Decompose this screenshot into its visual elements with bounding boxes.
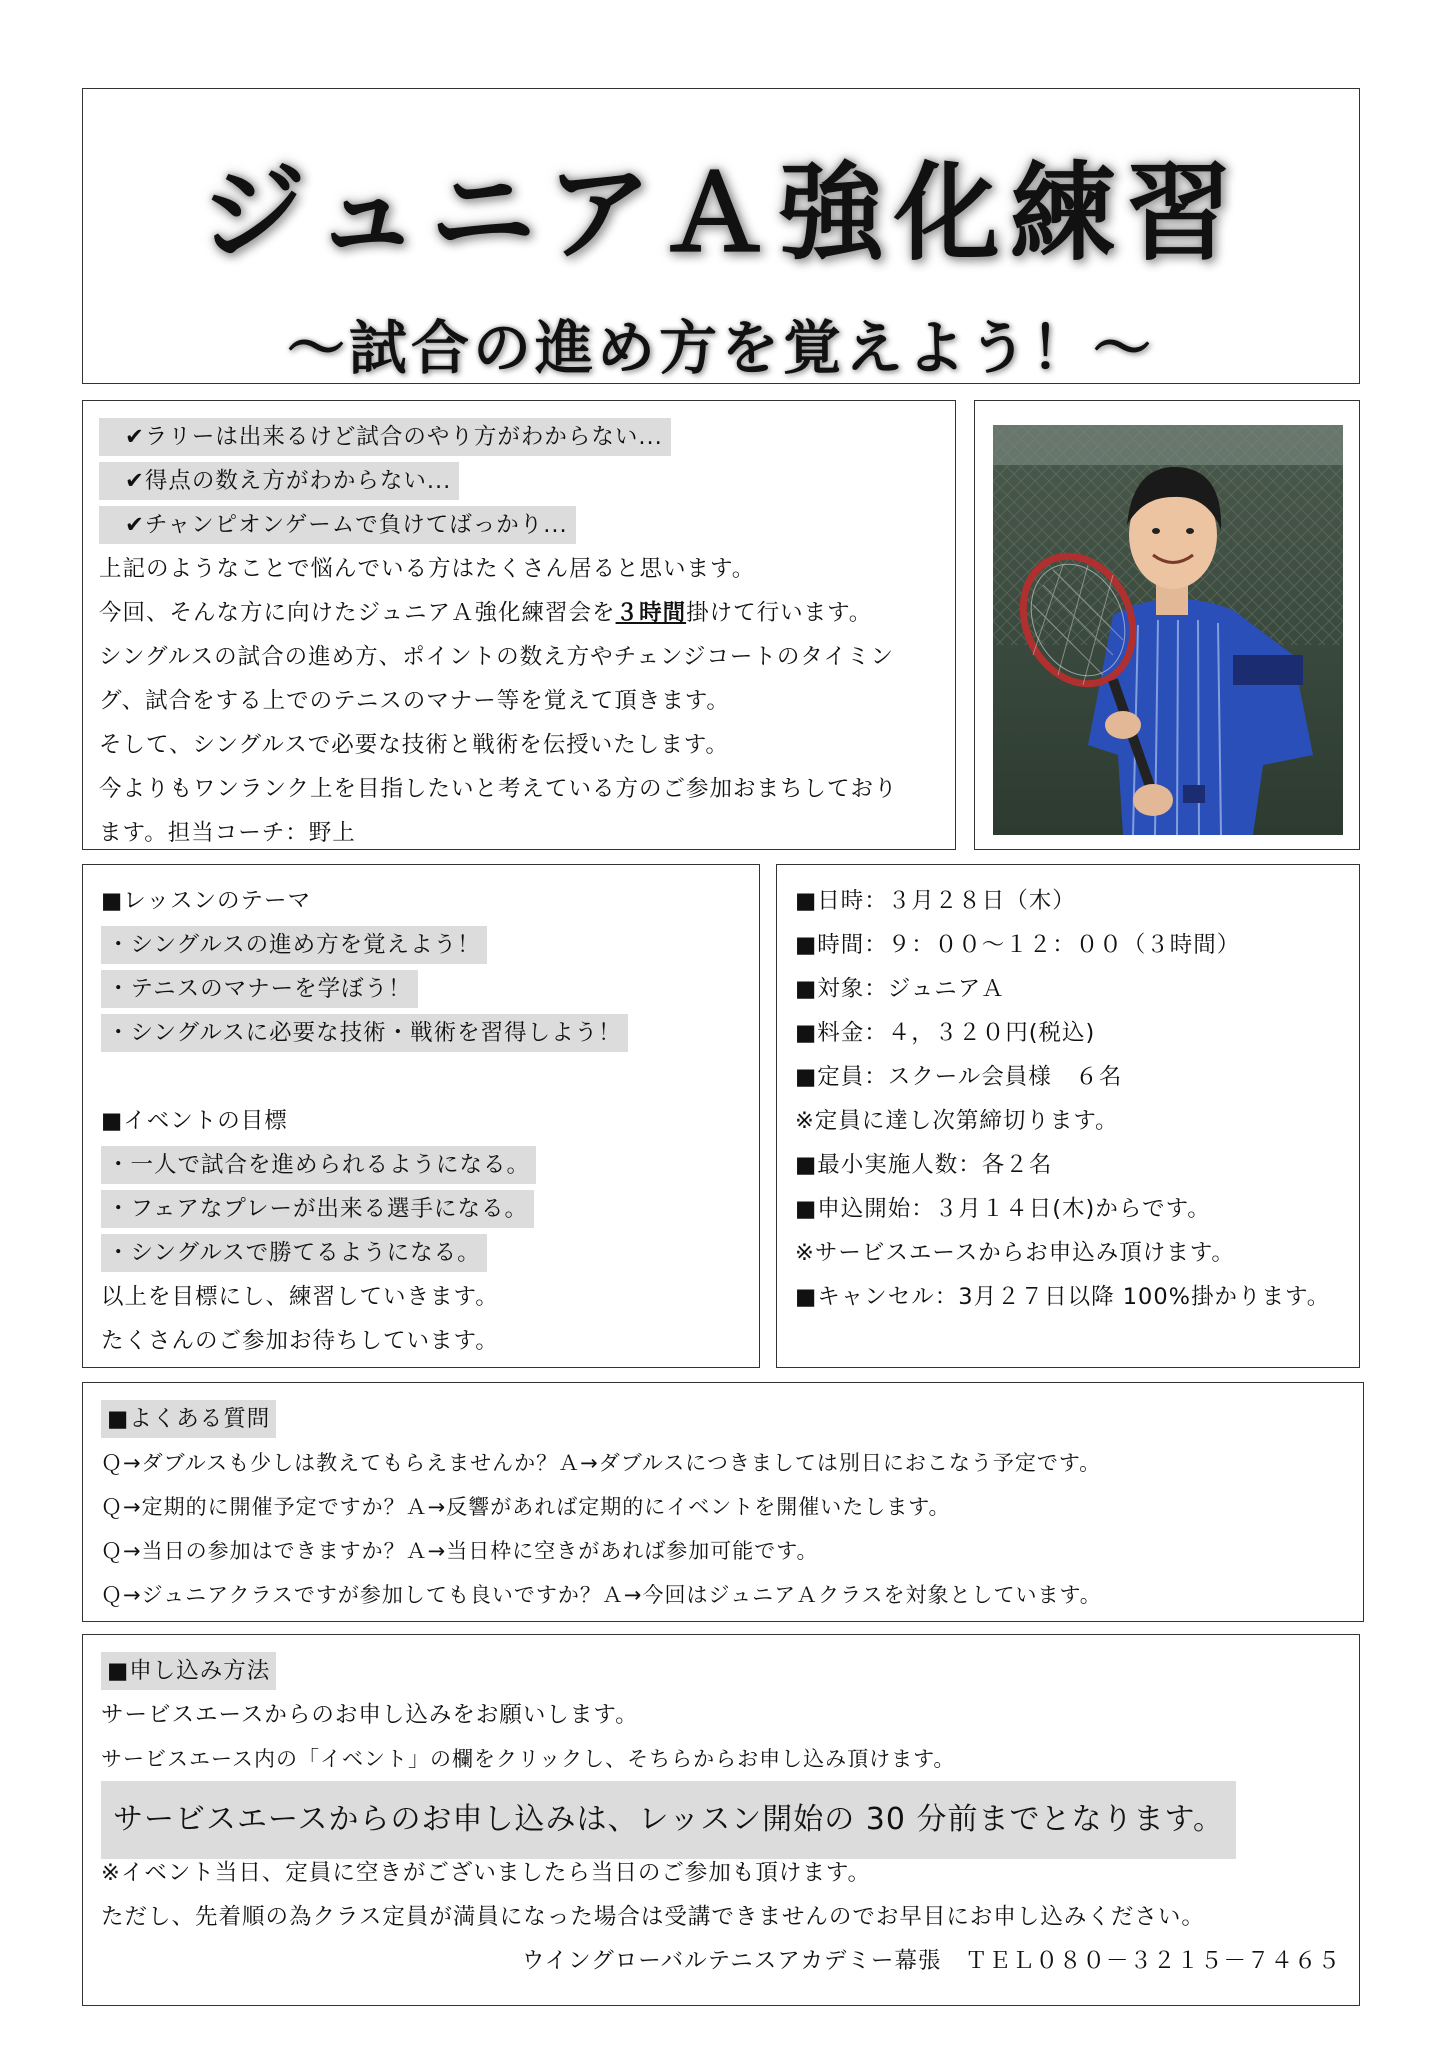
apply-deadline: サービスエースからのお申し込みは、レッスン開始の 30 分前までとなります。 [101, 1781, 1341, 1851]
intro-text: 上記のようなことで悩んでいる方はたくさん居ると思います。 [99, 556, 756, 582]
check-item: ✔得点の数え方がわからない... [99, 459, 939, 503]
duration-emphasis: ３時間 [615, 600, 687, 626]
page-subtitle: ～試合の進め方を覚えよう！～ [286, 314, 1155, 382]
contact-footer: ウイングローバルテニスアカデミー幕張 ＴＥＬ０８０－３２１５－７４６５ [521, 1948, 1341, 1974]
intro-text: 今よりもワンランク上を目指したいと考えている方のご参加おまちしており [99, 776, 898, 802]
section-heading: ■申し込み方法 [101, 1649, 1341, 1693]
theme-item: ・シングルスの進め方を覚えよう！ [101, 923, 741, 967]
section-heading: ■よくある質問 [101, 1397, 1345, 1441]
closing-text: 以上を目標にし、練習していきます。 [101, 1284, 499, 1310]
intro-text: そして、シングルスで必要な技術と戦術を伝授いたします。 [99, 732, 729, 758]
faq-item: Ｑ→当日の参加はできますか？Ａ→当日枠に空きがあれば参加可能です。 [101, 1539, 819, 1563]
goal-item: ・フェアなプレーが出来る選手になる。 [101, 1187, 741, 1231]
info-capacity: ■定員：スクール会員様 ６名 [795, 1064, 1123, 1090]
closing-text: たくさんのご参加お待ちしています。 [101, 1328, 499, 1354]
theme-item: ・シングルスに必要な技術・戦術を習得しよう！ [101, 1011, 741, 1055]
faq-item: Ｑ→ダブルスも少しは教えてもらえませんか？Ａ→ダブルスにつきましては別日におこなう予定です。 [101, 1451, 1102, 1475]
intro-text: グ、試合をする上でのテニスのマナー等を覚えて頂きます。 [99, 688, 730, 714]
check-item: ✔チャンピオンゲームで負けてばっかり... [99, 503, 939, 547]
faq-section [82, 1382, 1364, 1622]
goal-item: ・シングルスで勝てるようになる。 [101, 1231, 741, 1275]
page-title: ジュニアＡ強化練習 [200, 152, 1242, 275]
info-date: ■日時：３月２８日（木） [795, 888, 1076, 914]
event-info-section [776, 864, 1360, 1368]
application-section [82, 1634, 1360, 2006]
info-minimum: ■最小実施人数：各２名 [795, 1152, 1053, 1178]
apply-text: サービスエース内の「イベント」の欄をクリックし、そちらからお申し込み頂けます。 [101, 1747, 956, 1771]
info-fee: ■料金：４，３２０円(税込) [795, 1020, 1096, 1046]
info-time: ■時間：９：００～１２：００（３時間） [795, 932, 1241, 958]
coach-illustration [993, 425, 1343, 835]
check-item: ✔ラリーは出来るけど試合のやり方がわからない... [99, 415, 939, 459]
info-note: ※定員に達し次第締切ります。 [795, 1108, 1119, 1134]
spacer [101, 1055, 741, 1099]
title-box [82, 88, 1360, 384]
goal-item: ・一人で試合を進められるようになる。 [101, 1143, 741, 1187]
coach-photo-box [974, 400, 1360, 850]
section-heading: ■イベントの目標 [101, 1108, 288, 1134]
apply-text: サービスエースからのお申し込みをお願いします。 [101, 1702, 639, 1728]
apply-note: ただし、先着順の為クラス定員が満員になった場合は受講できませんのでお早目にお申し込みください。 [101, 1904, 1205, 1930]
intro-text: ます。担当コーチ：野上 [99, 820, 356, 846]
intro-section [82, 400, 956, 850]
info-note: ※サービスエースからお申込み頂けます。 [795, 1240, 1235, 1266]
lesson-theme-section [82, 864, 760, 1368]
apply-note: ※イベント当日、定員に空きがございましたら当日のご参加も頂けます。 [101, 1860, 872, 1886]
faq-item: Ｑ→定期的に開催予定ですか？Ａ→反響があれば定期的にイベントを開催いたします。 [101, 1495, 951, 1519]
info-cancel: ■キャンセル：3月２７日以降 100%掛かります。 [795, 1284, 1331, 1310]
faq-item: Ｑ→ジュニアクラスですが参加しても良いですか？Ａ→今回はジュニアＡクラスを対象としています。 [101, 1583, 1102, 1607]
intro-text: シングルスの試合の進め方、ポイントの数え方やチェンジコートのタイミン [99, 644, 894, 670]
section-heading: ■レッスンのテーマ [101, 888, 312, 914]
coach-photo [993, 425, 1343, 835]
theme-item: ・テニスのマナーを学ぼう！ [101, 967, 741, 1011]
info-application-start: ■申込開始：３月１４日(木)からです。 [795, 1196, 1211, 1222]
info-target: ■対象：ジュニアＡ [795, 976, 1005, 1002]
intro-text: 今回、そんな方に向けたジュニアＡ強化練習会を３時間掛けて行います。 [99, 600, 873, 626]
